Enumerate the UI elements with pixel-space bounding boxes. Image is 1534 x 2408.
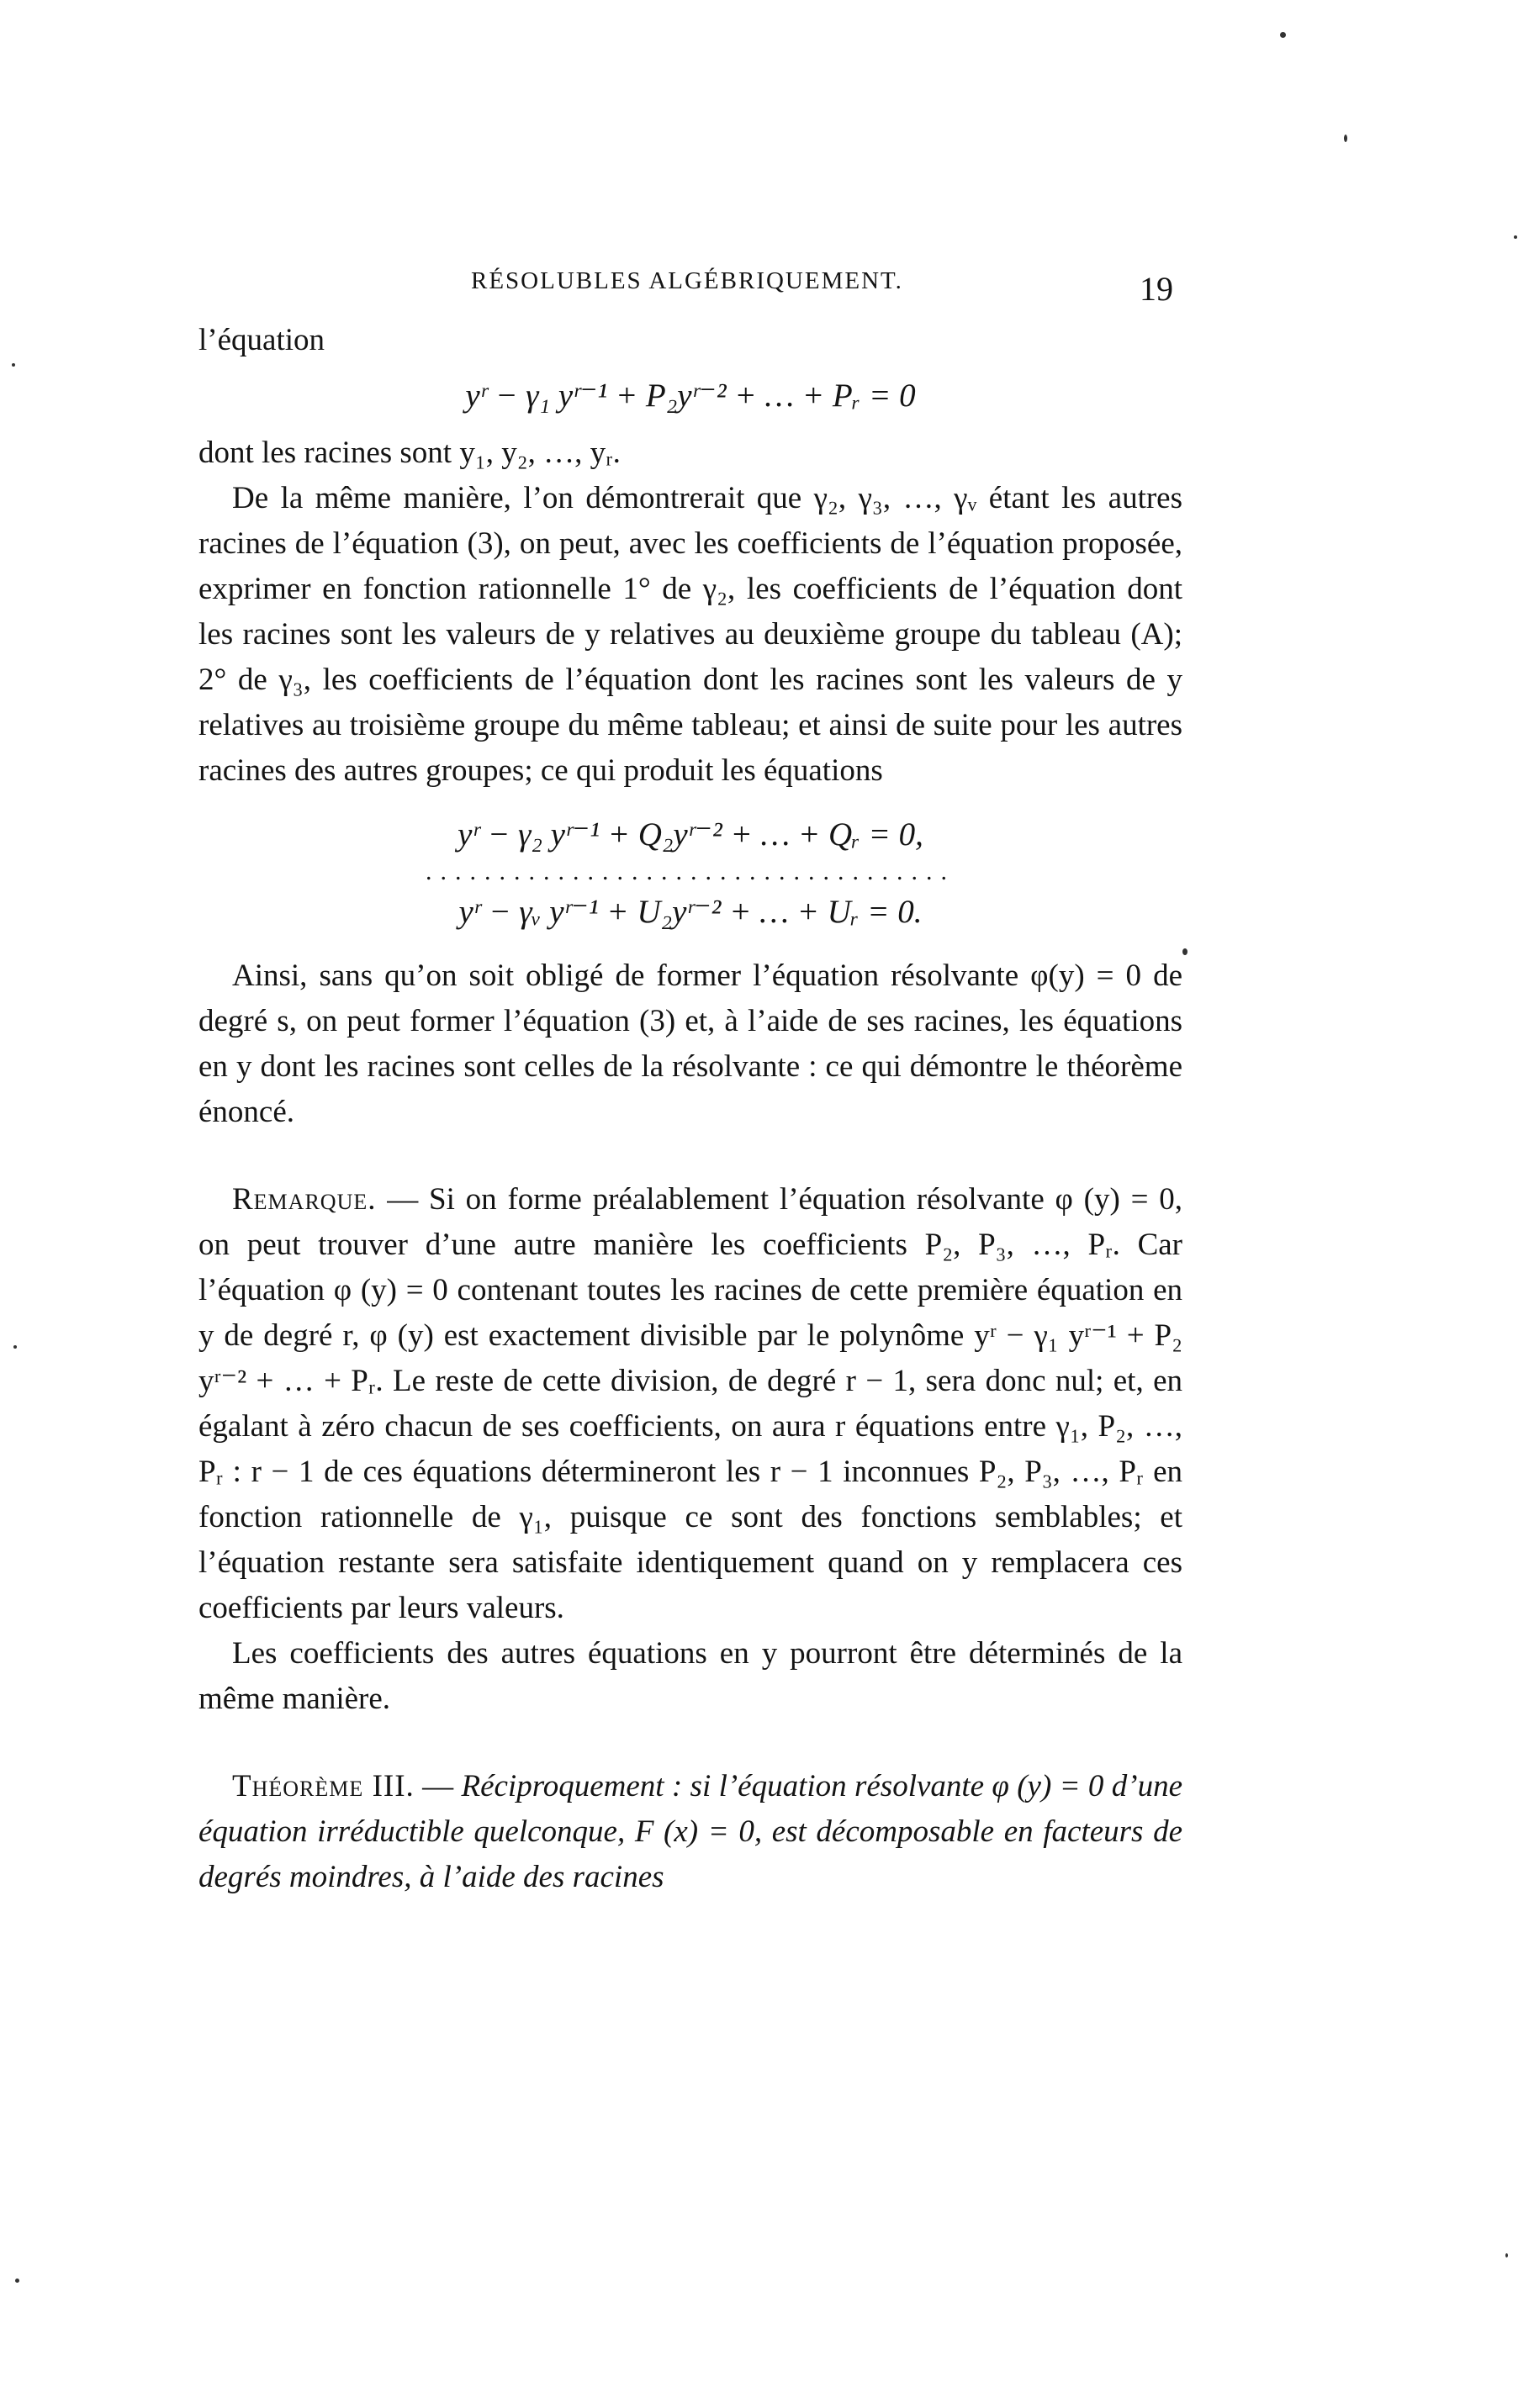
theorem-paragraph xyxy=(198,1764,1182,1900)
equation-group xyxy=(198,812,1182,935)
page-number: 19 xyxy=(1140,270,1173,308)
scan-speck xyxy=(1182,948,1188,955)
theorem-label: Théorème III. xyxy=(232,1769,415,1803)
paragraph-1: De la même manière, l’on démontrerait que γ₂, γ₃, …, γᵥ étant les autres racines de l’équation (3), on peut, avec les coefficients de l’équation proposée, exprimer en fonction rationnelle 1° de γ₂, les coefficients de l’équation dont les racines sont les valeurs de y relatives au deuxième groupe du tableau (A); 2° de γ₃, les coefficients de l’équation dont les racines sont les valeurs de y relatives au troisième groupe du même tableau; et ainsi de suite pour les autres racines des autres groupes; ce qui produit les équations xyxy=(198,481,1182,788)
theorem-dash: — xyxy=(414,1769,462,1803)
equation-dots: .................................... xyxy=(426,858,955,885)
after-equation-1: dont les racines sont y₁, y₂, …, yᵣ. xyxy=(198,436,621,470)
running-title: RÉSOLUBLES ALGÉBRIQUEMENT. xyxy=(471,267,903,294)
intro-line: l’équation xyxy=(198,323,325,357)
equation-3: yʳ − γᵥ yʳ⁻¹ + U₂yʳ⁻² + … + Uᵣ = 0. xyxy=(458,894,923,930)
equation-2: yʳ − γ₂ yʳ⁻¹ + Q₂yʳ⁻² + … + Qᵣ = 0, xyxy=(458,816,923,853)
remarque-label: Remarque. xyxy=(232,1182,377,1217)
paragraph-3: Les coefficients des autres équations en y pourront être déterminés de la même manière. xyxy=(198,1636,1182,1716)
scan-speck xyxy=(1514,235,1517,239)
remarque-text: — Si on forme préalablement l’équation résolvante φ (y) = 0, on peut trouver d’une autre manière les coefficients P₂, P₃, …, Pᵣ. Car l’équation φ (y) = 0 contenant toutes les racines de cette première équation en y de degré r, φ (y) est exactement divisible par le polynôme yʳ − γ₁ yʳ⁻¹ + P₂ yʳ⁻² + … + Pᵣ. Le reste de cette division, de degré r − 1, sera donc nul; et, en égalant à zéro chacun de ses coefficients, on aura r équations entre γ₁, P₂, …, Pᵣ : r − 1 de ces équations détermineront les r − 1 inconnues P₂, P₃, …, Pᵣ en fonction rationnelle de γ₁, puisque ce sont des fonctions semblables; et l’équation restante sera satisfaite identiquement quand on y remplacera ces coefficients par leurs valeurs. xyxy=(198,1182,1182,1625)
scan-speck xyxy=(1344,135,1347,142)
scan-speck xyxy=(1280,32,1286,38)
paragraph-2: Ainsi, sans qu’on soit obligé de former l’équation résolvante φ(y) = 0 de degré s, on peut former l’équation (3) et, à l’aide de ses racines, les équations en y dont les racines sont celles de la résolvante : ce qui démontre le théorème énoncé. xyxy=(198,958,1182,1129)
scan-speck xyxy=(13,1345,17,1349)
scan-speck xyxy=(15,2279,19,2283)
scan-speck xyxy=(12,363,15,367)
theorem-text: Réciproquement : si l’équation résolvante φ (y) = 0 d’une équation irréductible quelconque, F (x) = 0, est décomposable en facteurs de degrés moindres, à l’aide des racines xyxy=(198,1769,1182,1894)
scan-speck xyxy=(1505,2253,1508,2258)
equation-1: yʳ − γ₁ yʳ⁻¹ + P₂yʳ⁻² + … + Pᵣ = 0 xyxy=(465,378,916,414)
text-block xyxy=(198,318,1182,1900)
remarque-paragraph xyxy=(198,1177,1182,1631)
